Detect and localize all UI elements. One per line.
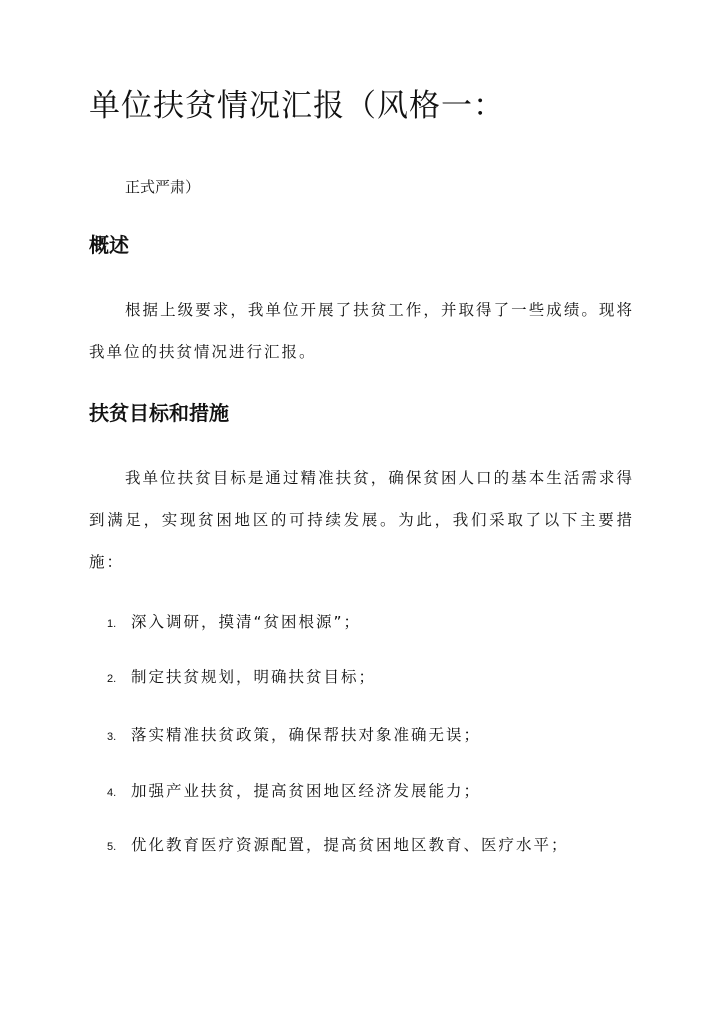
list-item: [107, 831, 569, 861]
document-title: 单位扶贫情况汇报（风格一：: [89, 88, 505, 124]
section-heading-goals-measures: 扶贫目标和措施: [89, 401, 229, 425]
list-item-number: 2.: [107, 673, 117, 685]
section-paragraph-goals-measures: 我单位扶贫目标是通过精准扶贫，确保贫困人口的基本生活需求得到满足，实现贫困地区的可持续发展。为此，我们采取了以下主要措施：: [89, 469, 634, 571]
list-item-text: 优化教育医疗资源配置，提高贫困地区教育、医疗水平；: [131, 836, 569, 854]
list-item-text: 制定扶贫规划，明确扶贫目标；: [131, 668, 377, 686]
list-item-text: 深入调研，摸清“贫困根源”；: [131, 613, 362, 631]
list-item: [107, 777, 481, 807]
section-heading-overview: 概述: [89, 233, 129, 257]
list-item: [107, 663, 376, 693]
list-item: [107, 608, 361, 638]
list-item-number: 5.: [107, 841, 117, 853]
list-item-number: 3.: [107, 731, 117, 743]
section-paragraph-overview: 根据上级要求，我单位开展了扶贫工作，并取得了一些成绩。现将我单位的扶贫情况进行汇报。: [89, 301, 634, 361]
list-item-text: 加强产业扶贫，提高贫困地区经济发展能力；: [131, 782, 482, 800]
list-item: [107, 721, 481, 751]
document-subtitle: 正式严肃）: [125, 178, 201, 196]
list-item-number: 4.: [107, 787, 117, 799]
list-item-text: 落实精准扶贫政策，确保帮扶对象准确无误；: [131, 726, 482, 744]
list-item-number: 1.: [107, 618, 117, 630]
